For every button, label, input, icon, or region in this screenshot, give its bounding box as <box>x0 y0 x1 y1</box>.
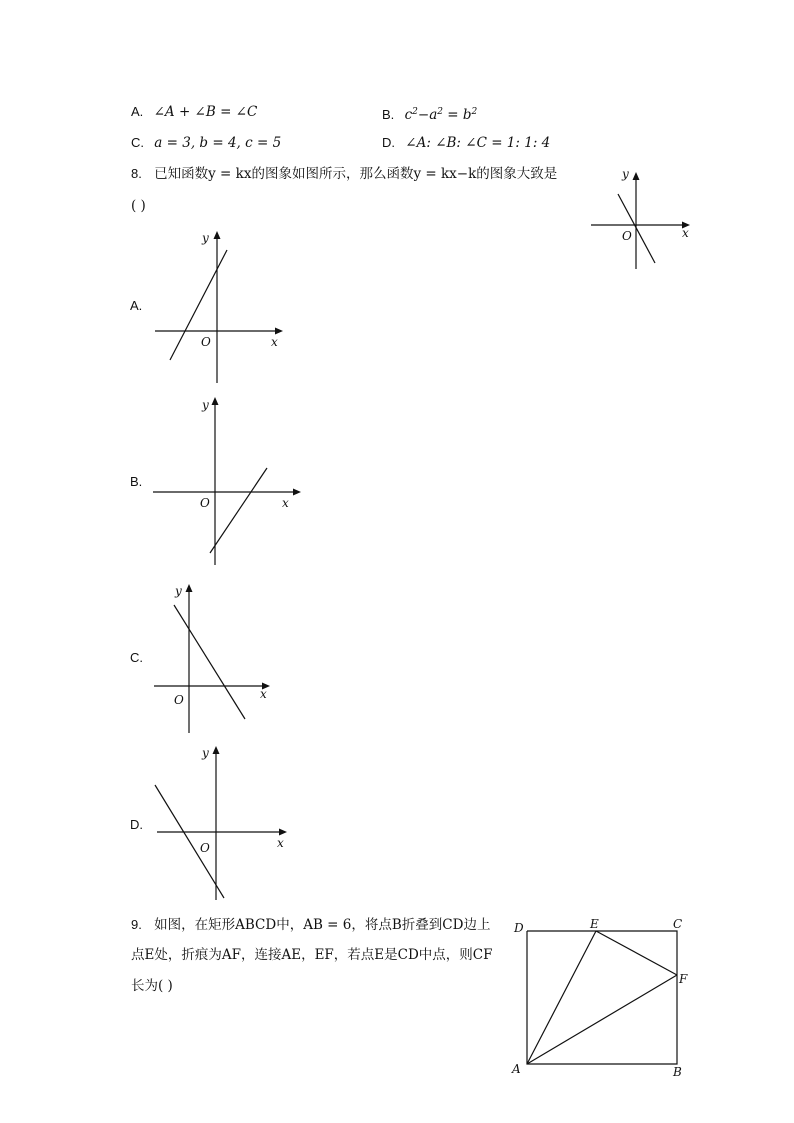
option-b-label: B. <box>382 107 395 122</box>
q8-option-a-graph <box>150 225 290 385</box>
point-d-label: D <box>514 921 524 935</box>
x-label: x <box>260 687 267 701</box>
origin-label: O <box>200 841 210 855</box>
y-axis-arrow <box>212 397 219 405</box>
origin-label: O <box>201 335 211 349</box>
origin-label: O <box>622 229 632 243</box>
q8-option-c-graph <box>150 575 280 735</box>
x-label: x <box>282 496 289 510</box>
segment-ef <box>596 931 677 975</box>
point-a-label: A <box>512 1062 521 1076</box>
point-e-label: E <box>590 917 599 931</box>
point-b-label: B <box>673 1065 682 1079</box>
rectangle-abcd <box>527 931 677 1064</box>
option-d-text: ∠A: ∠B: ∠C = 1: 1: 4 <box>405 135 551 151</box>
q7-option-c <box>131 134 281 152</box>
graph-line <box>155 785 224 898</box>
y-label: y <box>622 167 629 181</box>
q7-option-d <box>382 134 550 152</box>
y-axis-arrow <box>186 584 193 592</box>
x-axis-arrow <box>293 489 301 496</box>
origin-label: O <box>200 496 210 510</box>
q8-number: 8. <box>131 166 142 181</box>
y-label: y <box>202 746 209 760</box>
q8-stem-line2: ( ) <box>131 198 146 214</box>
graph-line <box>174 605 245 719</box>
option-d-label: D. <box>382 135 395 150</box>
graph-line <box>210 468 267 553</box>
graph-line <box>170 250 227 360</box>
x-label: x <box>682 226 689 240</box>
q8-stem-line1: 已知函数y = kx的图象如图所示，那么函数y = kx−k的图象大致是 <box>154 166 558 182</box>
y-label: y <box>202 231 209 245</box>
q8-option-b-label: B. <box>130 474 143 489</box>
q9-number: 9. <box>131 917 142 932</box>
q8-option-d-graph <box>150 740 300 902</box>
q8-stem <box>131 165 557 183</box>
origin-label: O <box>174 693 184 707</box>
point-c-label: C <box>673 917 683 931</box>
q7-option-a <box>131 103 257 121</box>
y-label: y <box>175 584 182 598</box>
y-axis-arrow <box>633 172 640 180</box>
q9-rectangle-figure <box>505 913 705 1083</box>
q9-stem-line1: 9. 如图，在矩形ABCD中，AB = 6，将点B折叠到CD边上 <box>131 917 491 933</box>
q8-given-graph <box>586 164 696 274</box>
q8-option-d-label: D. <box>130 817 143 832</box>
option-a-label: A. <box>131 104 144 119</box>
point-f-label: F <box>679 972 688 986</box>
option-b-text: $c^2-a^2 = b^2$ <box>404 107 478 123</box>
option-a-text: ∠A + ∠B = ∠C <box>153 104 258 120</box>
x-label: x <box>271 335 278 349</box>
q9-stem-line2: 点E处，折痕为AF，连接AE，EF，若点E是CD中点，则CF <box>131 947 493 963</box>
y-label: y <box>202 398 209 412</box>
option-c-text: a = 3, b = 4, c = 5 <box>154 135 282 151</box>
q8-option-c-label: C. <box>130 650 143 665</box>
q9-stem-line3: 长为( ) <box>131 978 173 994</box>
q8-option-a-label: A. <box>130 298 143 313</box>
q7-option-b <box>382 103 477 124</box>
x-axis-arrow <box>279 829 287 836</box>
q8-option-b-graph <box>150 393 310 568</box>
x-label: x <box>277 836 284 850</box>
option-c-label: C. <box>131 135 144 150</box>
x-axis-arrow <box>275 328 283 335</box>
y-axis-arrow <box>214 231 221 239</box>
y-axis-arrow <box>213 746 220 754</box>
